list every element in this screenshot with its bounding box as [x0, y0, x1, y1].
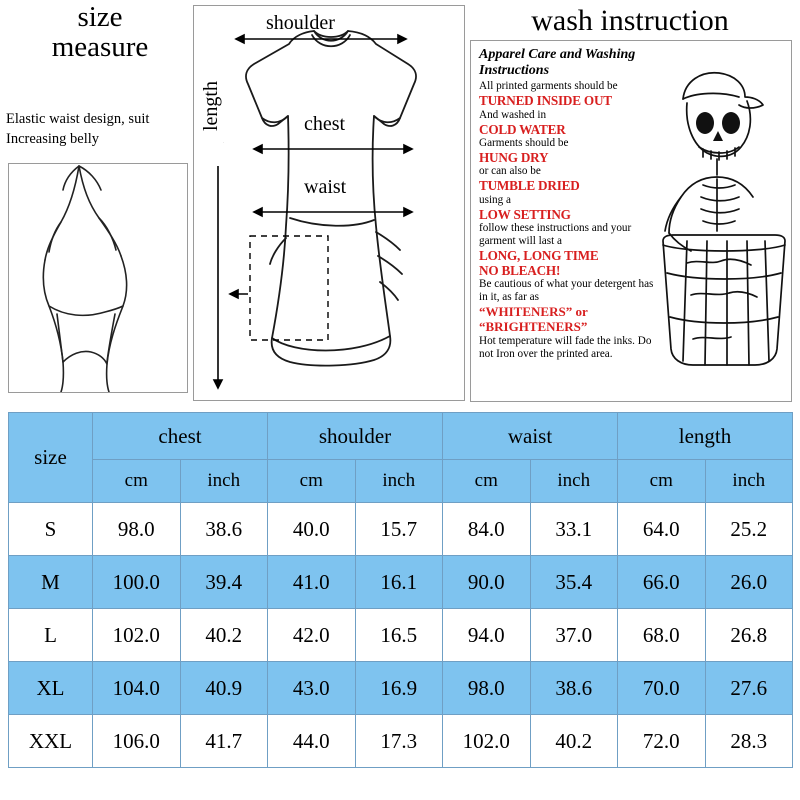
wash-line-2: And washed in	[479, 108, 547, 121]
cell-waist-inch: 40.2	[530, 715, 618, 768]
unit-waist-cm: cm	[443, 460, 531, 503]
wash-line-3: Garments should be	[479, 136, 569, 149]
title-line-2: measure	[51, 31, 149, 64]
wash-line-1: All printed garments should be	[479, 80, 618, 93]
wash-red-2: COLD WATER	[479, 121, 566, 137]
wash-line-4: or can also be	[479, 165, 541, 178]
cell-shoulder-inch: 15.7	[355, 503, 443, 556]
table-row	[9, 609, 793, 662]
cell-length-inch: 25.2	[705, 503, 793, 556]
cell-waist-cm: 90.0	[443, 556, 531, 609]
unit-shoulder-inch: inch	[355, 460, 443, 503]
cell-length-cm: 70.0	[618, 662, 706, 715]
row-size: M	[9, 556, 93, 609]
cell-length-inch: 26.8	[705, 609, 793, 662]
cell-chest-cm: 100.0	[93, 556, 181, 609]
wash-line-6: follow these instructions and your garment will last a	[479, 221, 632, 247]
cell-waist-inch: 38.6	[530, 662, 618, 715]
skeleton-washing-illustration	[647, 55, 792, 385]
wash-instruction-box	[470, 40, 792, 402]
unit-length-cm: cm	[618, 460, 706, 503]
cell-shoulder-cm: 44.0	[268, 715, 356, 768]
cell-waist-cm: 102.0	[443, 715, 531, 768]
cell-chest-inch: 40.2	[180, 609, 268, 662]
cell-shoulder-inch: 16.5	[355, 609, 443, 662]
cell-waist-cm: 84.0	[443, 503, 531, 556]
title-line-1: size	[77, 1, 123, 33]
cell-shoulder-cm: 41.0	[268, 556, 356, 609]
wash-red-6: LONG, LONG TIME	[479, 247, 599, 263]
wash-red-4: TUMBLE DRIED	[479, 178, 580, 194]
row-size: XXL	[9, 715, 93, 768]
page-title-size-measure	[10, 2, 190, 63]
label-waist: waist	[300, 176, 350, 199]
cell-chest-cm: 98.0	[93, 503, 181, 556]
size-table-wrapper	[8, 412, 792, 768]
wash-heading: Apparel Care and Washing Instructions	[479, 47, 636, 78]
elastic-waist-note: Elastic waist design, suit Increasing belly	[6, 111, 150, 147]
cell-shoulder-cm: 40.0	[268, 503, 356, 556]
wash-red-5: LOW SETTING	[479, 206, 571, 222]
wash-red-1: TURNED INSIDE OUT	[479, 93, 612, 109]
table-header-units	[9, 460, 793, 503]
cell-shoulder-inch: 16.9	[355, 662, 443, 715]
header-shoulder: shoulder	[268, 413, 443, 460]
wash-quote-1: “WHITENERS” or	[479, 304, 588, 320]
table-row	[9, 662, 793, 715]
label-shoulder: shoulder	[266, 12, 335, 34]
label-chest: chest	[300, 113, 349, 136]
label-length: length	[200, 46, 223, 166]
belly-illustration-box	[8, 163, 188, 393]
cell-waist-inch: 35.4	[530, 556, 618, 609]
wash-quote-2: “BRIGHTENERS”	[479, 319, 588, 335]
table-row	[9, 503, 793, 556]
size-table	[8, 412, 793, 768]
tshirt-outline	[194, 6, 464, 400]
wash-line-7: Be cautious of what your detergent has in it, as far as	[479, 278, 654, 304]
cell-length-inch: 26.0	[705, 556, 793, 609]
wash-red-3: HUNG DRY	[479, 149, 549, 165]
cell-waist-cm: 98.0	[443, 662, 531, 715]
cell-shoulder-inch: 16.1	[355, 556, 443, 609]
cell-chest-cm: 106.0	[93, 715, 181, 768]
row-size: XL	[9, 662, 93, 715]
cell-chest-inch: 40.9	[180, 662, 268, 715]
wash-instruction-text	[479, 47, 654, 361]
cell-chest-cm: 102.0	[93, 609, 181, 662]
cell-length-cm: 64.0	[618, 503, 706, 556]
cell-chest-inch: 38.6	[180, 503, 268, 556]
shirt-diagram-box	[193, 5, 465, 401]
row-size: S	[9, 503, 93, 556]
cell-length-cm: 68.0	[618, 609, 706, 662]
table-row	[9, 715, 793, 768]
wash-line-8: Hot temperature will fade the inks. Do not Iron over the printed area.	[479, 334, 652, 360]
cell-chest-cm: 104.0	[93, 662, 181, 715]
header-chest: chest	[93, 413, 268, 460]
cell-shoulder-inch: 17.3	[355, 715, 443, 768]
cell-length-inch: 27.6	[705, 662, 793, 715]
pregnant-belly-illustration	[9, 164, 187, 392]
cell-length-cm: 72.0	[618, 715, 706, 768]
unit-waist-inch: inch	[530, 460, 618, 503]
cell-chest-inch: 39.4	[180, 556, 268, 609]
row-size: L	[9, 609, 93, 662]
page-title-wash-instruction: wash instruction	[531, 4, 729, 37]
cell-length-cm: 66.0	[618, 556, 706, 609]
cell-shoulder-cm: 43.0	[268, 662, 356, 715]
unit-chest-inch: inch	[180, 460, 268, 503]
wash-line-5: using a	[479, 193, 512, 206]
header-waist: waist	[443, 413, 618, 460]
unit-shoulder-cm: cm	[268, 460, 356, 503]
cell-shoulder-cm: 42.0	[268, 609, 356, 662]
cell-waist-inch: 37.0	[530, 609, 618, 662]
header-length: length	[618, 413, 793, 460]
unit-length-inch: inch	[705, 460, 793, 503]
wash-red-7: NO BLEACH!	[479, 263, 561, 279]
cell-length-inch: 28.3	[705, 715, 793, 768]
cell-chest-inch: 41.7	[180, 715, 268, 768]
table-row	[9, 556, 793, 609]
header-size: size	[9, 413, 93, 503]
cell-waist-inch: 33.1	[530, 503, 618, 556]
unit-chest-cm: cm	[93, 460, 181, 503]
cell-waist-cm: 94.0	[443, 609, 531, 662]
table-header-groups	[9, 413, 793, 460]
